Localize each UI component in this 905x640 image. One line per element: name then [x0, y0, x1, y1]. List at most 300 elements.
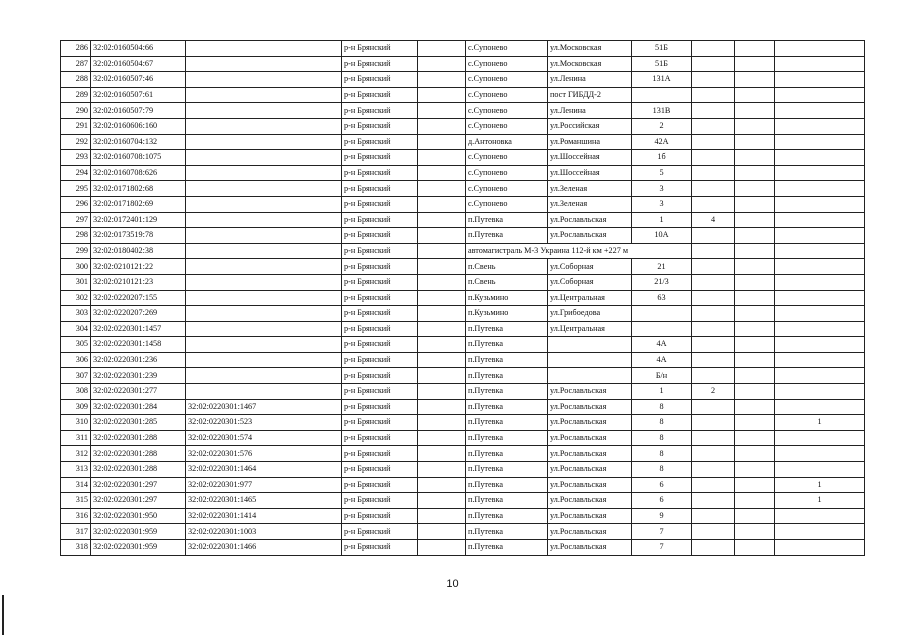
district-cell: р-н Брянский — [342, 321, 418, 337]
street-cell: пост ГИБДД-2 — [548, 87, 632, 103]
table-row — [61, 290, 865, 306]
cadastral-number-cell: 32:02:0160708:1075 — [91, 150, 186, 166]
street-cell: ул.Шоссейная — [548, 150, 632, 166]
district-cell: р-н Брянский — [342, 243, 418, 259]
street-cell: ул.Рославльская — [548, 540, 632, 556]
table-row — [61, 508, 865, 524]
cadastral-number-cell: 32:02:0171802:68 — [91, 181, 186, 197]
row-number-cell: 304 — [61, 321, 91, 337]
house-number-cell: 10А — [632, 228, 692, 244]
district-cell: р-н Брянский — [342, 290, 418, 306]
unit-cell — [735, 446, 775, 462]
row-number-cell: 295 — [61, 181, 91, 197]
flag-cell — [775, 384, 865, 400]
building-cell — [692, 540, 735, 556]
flag-cell — [775, 103, 865, 119]
extra-cell — [418, 103, 466, 119]
table-row — [61, 337, 865, 353]
cadastral-number-cell: 32:02:0220301:1457 — [91, 321, 186, 337]
district-cell: р-н Брянский — [342, 524, 418, 540]
building-cell — [692, 493, 735, 509]
flag-cell — [775, 118, 865, 134]
locality-cell: п.Путевка — [466, 352, 548, 368]
district-cell: р-н Брянский — [342, 446, 418, 462]
district-cell: р-н Брянский — [342, 259, 418, 275]
related-cadastral-number-cell: 32:02:0220301:574 — [186, 430, 342, 446]
building-cell — [692, 274, 735, 290]
row-number-cell: 312 — [61, 446, 91, 462]
house-number-cell: 8 — [632, 430, 692, 446]
related-cadastral-number-cell: 32:02:0220301:1414 — [186, 508, 342, 524]
house-number-cell: Б/н — [632, 368, 692, 384]
district-cell: р-н Брянский — [342, 352, 418, 368]
flag-cell — [775, 462, 865, 478]
cadastral-number-cell: 32:02:0220301:236 — [91, 352, 186, 368]
locality-cell: п.Свень — [466, 274, 548, 290]
unit-cell — [735, 118, 775, 134]
extra-cell — [418, 399, 466, 415]
house-number-cell: 4А — [632, 352, 692, 368]
building-cell — [692, 165, 735, 181]
cadastral-number-cell: 32:02:0160504:66 — [91, 41, 186, 57]
extra-cell — [418, 134, 466, 150]
building-cell — [692, 368, 735, 384]
row-number-cell: 317 — [61, 524, 91, 540]
flag-cell — [775, 290, 865, 306]
related-cadastral-number-cell: 32:02:0220301:1467 — [186, 399, 342, 415]
unit-cell — [735, 72, 775, 88]
register-body — [61, 41, 865, 556]
table-row — [61, 524, 865, 540]
locality-cell: п.Кузьмино — [466, 306, 548, 322]
flag-cell: 1 — [775, 477, 865, 493]
building-cell — [692, 228, 735, 244]
extra-cell — [418, 477, 466, 493]
house-number-cell: 2 — [632, 118, 692, 134]
district-cell: р-н Брянский — [342, 306, 418, 322]
table-row — [61, 165, 865, 181]
table-row — [61, 259, 865, 275]
related-cadastral-number-cell — [186, 103, 342, 119]
extra-cell — [418, 259, 466, 275]
row-number-cell: 300 — [61, 259, 91, 275]
building-cell — [692, 337, 735, 353]
table-row — [61, 150, 865, 166]
row-number-cell: 314 — [61, 477, 91, 493]
district-cell: р-н Брянский — [342, 399, 418, 415]
street-cell: ул.Рославльская — [548, 399, 632, 415]
related-cadastral-number-cell: 32:02:0220301:523 — [186, 415, 342, 431]
locality-cell: п.Свень — [466, 259, 548, 275]
flag-cell — [775, 321, 865, 337]
extra-cell — [418, 72, 466, 88]
locality-cell: п.Путевка — [466, 493, 548, 509]
extra-cell — [418, 118, 466, 134]
house-number-cell: 42А — [632, 134, 692, 150]
locality-cell: с.Супонево — [466, 41, 548, 57]
building-cell — [692, 72, 735, 88]
row-number-cell: 305 — [61, 337, 91, 353]
related-cadastral-number-cell — [186, 368, 342, 384]
row-number-cell: 288 — [61, 72, 91, 88]
extra-cell — [418, 540, 466, 556]
table-row — [61, 72, 865, 88]
house-number-cell: 1 — [632, 384, 692, 400]
related-cadastral-number-cell — [186, 72, 342, 88]
row-number-cell: 307 — [61, 368, 91, 384]
locality-cell: п.Путевка — [466, 384, 548, 400]
building-cell — [692, 306, 735, 322]
flag-cell — [775, 399, 865, 415]
row-number-cell: 313 — [61, 462, 91, 478]
table-row — [61, 540, 865, 556]
street-cell — [548, 368, 632, 384]
related-cadastral-number-cell — [186, 306, 342, 322]
related-cadastral-number-cell — [186, 87, 342, 103]
related-cadastral-number-cell — [186, 384, 342, 400]
street-cell: ул.Зеленая — [548, 196, 632, 212]
extra-cell — [418, 415, 466, 431]
related-cadastral-number-cell — [186, 352, 342, 368]
house-number-cell: 51Б — [632, 56, 692, 72]
locality-cell: п.Путевка — [466, 524, 548, 540]
street-cell: ул.Романшина — [548, 134, 632, 150]
cadastral-number-cell: 32:02:0160507:61 — [91, 87, 186, 103]
unit-cell — [735, 399, 775, 415]
cadastral-number-cell: 32:02:0160507:46 — [91, 72, 186, 88]
house-number-cell: 21/3 — [632, 274, 692, 290]
house-number-cell: 21 — [632, 259, 692, 275]
building-cell — [692, 477, 735, 493]
unit-cell — [735, 337, 775, 353]
locality-cell: п.Путевка — [466, 446, 548, 462]
cadastral-number-cell: 32:02:0220301:950 — [91, 508, 186, 524]
table-row — [61, 274, 865, 290]
street-cell: ул.Шоссейная — [548, 165, 632, 181]
related-cadastral-number-cell: 32:02:0220301:1464 — [186, 462, 342, 478]
locality-cell: с.Супонево — [466, 196, 548, 212]
house-number-cell: 51Б — [632, 41, 692, 57]
flag-cell — [775, 56, 865, 72]
unit-cell — [735, 415, 775, 431]
street-cell: ул.Рославльская — [548, 462, 632, 478]
flag-cell — [775, 228, 865, 244]
extra-cell — [418, 430, 466, 446]
row-number-cell: 315 — [61, 493, 91, 509]
locality-cell: д.Антоновка — [466, 134, 548, 150]
related-cadastral-number-cell — [186, 56, 342, 72]
related-cadastral-number-cell — [186, 243, 342, 259]
locality-cell: с.Супонево — [466, 103, 548, 119]
cadastral-number-cell: 32:02:0220301:959 — [91, 524, 186, 540]
property-register-table — [60, 40, 865, 556]
row-number-cell: 290 — [61, 103, 91, 119]
locality-cell: п.Путевка — [466, 228, 548, 244]
locality-cell: п.Путевка — [466, 430, 548, 446]
locality-cell: с.Супонево — [466, 72, 548, 88]
table-row — [61, 196, 865, 212]
building-cell — [692, 150, 735, 166]
table-row — [61, 477, 865, 493]
row-number-cell: 306 — [61, 352, 91, 368]
row-number-cell: 318 — [61, 540, 91, 556]
district-cell: р-н Брянский — [342, 56, 418, 72]
extra-cell — [418, 352, 466, 368]
building-cell — [692, 352, 735, 368]
row-number-cell: 309 — [61, 399, 91, 415]
row-number-cell: 316 — [61, 508, 91, 524]
house-number-cell: 63 — [632, 290, 692, 306]
cadastral-number-cell: 32:02:0220207:155 — [91, 290, 186, 306]
row-number-cell: 310 — [61, 415, 91, 431]
row-number-cell: 297 — [61, 212, 91, 228]
district-cell: р-н Брянский — [342, 430, 418, 446]
district-cell: р-н Брянский — [342, 118, 418, 134]
house-number-cell — [632, 306, 692, 322]
street-cell: ул.Соборная — [548, 259, 632, 275]
flag-cell — [775, 165, 865, 181]
related-cadastral-number-cell — [186, 290, 342, 306]
street-cell: ул.Центральная — [548, 321, 632, 337]
house-number-cell: 7 — [632, 540, 692, 556]
building-cell — [692, 56, 735, 72]
locality-cell: с.Супонево — [466, 118, 548, 134]
building-cell — [692, 134, 735, 150]
extra-cell — [418, 493, 466, 509]
flag-cell — [775, 508, 865, 524]
district-cell: р-н Брянский — [342, 134, 418, 150]
district-cell: р-н Брянский — [342, 508, 418, 524]
house-number-cell: 8 — [632, 399, 692, 415]
district-cell: р-н Брянский — [342, 274, 418, 290]
row-number-cell: 298 — [61, 228, 91, 244]
related-cadastral-number-cell: 32:02:0220301:576 — [186, 446, 342, 462]
cadastral-number-cell: 32:02:0220301:288 — [91, 462, 186, 478]
street-cell: ул.Рославльская — [548, 384, 632, 400]
unit-cell — [735, 274, 775, 290]
locality-cell: п.Путевка — [466, 212, 548, 228]
house-number-cell: 131В — [632, 103, 692, 119]
unit-cell — [735, 290, 775, 306]
table-row — [61, 415, 865, 431]
house-number-cell: 3 — [632, 181, 692, 197]
locality-cell: с.Супонево — [466, 181, 548, 197]
street-cell: ул.Центральная — [548, 290, 632, 306]
unit-cell — [735, 524, 775, 540]
related-cadastral-number-cell — [186, 259, 342, 275]
unit-cell — [735, 368, 775, 384]
unit-cell — [735, 134, 775, 150]
cadastral-number-cell: 32:02:0220301:284 — [91, 399, 186, 415]
extra-cell — [418, 306, 466, 322]
house-number-cell: 6 — [632, 477, 692, 493]
locality-cell: с.Супонево — [466, 56, 548, 72]
house-number-cell: 131А — [632, 72, 692, 88]
extra-cell — [418, 41, 466, 57]
scan-edge-mark — [2, 595, 4, 635]
flag-cell: 1 — [775, 415, 865, 431]
unit-cell — [735, 212, 775, 228]
row-number-cell: 302 — [61, 290, 91, 306]
extra-cell — [418, 150, 466, 166]
related-cadastral-number-cell — [186, 337, 342, 353]
related-cadastral-number-cell — [186, 150, 342, 166]
building-cell — [692, 524, 735, 540]
district-cell: р-н Брянский — [342, 384, 418, 400]
district-cell: р-н Брянский — [342, 103, 418, 119]
unit-cell — [735, 228, 775, 244]
building-cell — [692, 196, 735, 212]
table-row — [61, 384, 865, 400]
flag-cell — [775, 72, 865, 88]
flag-cell — [775, 150, 865, 166]
row-number-cell: 287 — [61, 56, 91, 72]
flag-cell — [775, 41, 865, 57]
unit-cell — [735, 165, 775, 181]
house-number-cell: 8 — [632, 462, 692, 478]
building-cell — [692, 462, 735, 478]
table-row — [61, 228, 865, 244]
street-cell: ул.Рославльская — [548, 508, 632, 524]
flag-cell: 1 — [775, 493, 865, 509]
district-cell: р-н Брянский — [342, 228, 418, 244]
building-cell — [692, 103, 735, 119]
locality-cell: п.Путевка — [466, 508, 548, 524]
table-row — [61, 118, 865, 134]
unit-cell — [735, 243, 775, 259]
unit-cell — [735, 150, 775, 166]
related-cadastral-number-cell — [186, 181, 342, 197]
street-cell: ул.Московская — [548, 41, 632, 57]
table-row — [61, 134, 865, 150]
extra-cell — [418, 181, 466, 197]
building-cell — [692, 41, 735, 57]
related-cadastral-number-cell — [186, 212, 342, 228]
table-row — [61, 352, 865, 368]
street-cell: ул.Российская — [548, 118, 632, 134]
row-number-cell: 301 — [61, 274, 91, 290]
related-cadastral-number-cell: 32:02:0220301:1465 — [186, 493, 342, 509]
building-cell — [692, 118, 735, 134]
flag-cell — [775, 306, 865, 322]
table-row — [61, 243, 865, 259]
extra-cell — [418, 87, 466, 103]
house-number-cell: 1 — [632, 212, 692, 228]
street-cell: ул.Рославльская — [548, 524, 632, 540]
page-number: 10 — [446, 578, 459, 590]
street-cell: ул.Рославльская — [548, 493, 632, 509]
extra-cell — [418, 290, 466, 306]
district-cell: р-н Брянский — [342, 165, 418, 181]
district-cell: р-н Брянский — [342, 72, 418, 88]
street-cell: ул.Рославльская — [548, 446, 632, 462]
locality-cell: п.Кузьмино — [466, 290, 548, 306]
row-number-cell: 308 — [61, 384, 91, 400]
table-row — [61, 399, 865, 415]
extra-cell — [418, 165, 466, 181]
related-cadastral-number-cell — [186, 41, 342, 57]
extra-cell — [418, 524, 466, 540]
cadastral-number-cell: 32:02:0220301:297 — [91, 477, 186, 493]
flag-cell — [775, 259, 865, 275]
building-cell — [692, 181, 735, 197]
locality-cell: п.Путевка — [466, 540, 548, 556]
table-row — [61, 446, 865, 462]
locality-cell: с.Супонево — [466, 87, 548, 103]
related-cadastral-number-cell: 32:02:0220301:1003 — [186, 524, 342, 540]
district-cell: р-н Брянский — [342, 493, 418, 509]
flag-cell — [775, 134, 865, 150]
house-number-cell: 5 — [632, 165, 692, 181]
flag-cell — [775, 243, 865, 259]
unit-cell — [735, 103, 775, 119]
street-cell: ул.Рославльская — [548, 415, 632, 431]
table-row — [61, 306, 865, 322]
related-cadastral-number-cell — [186, 165, 342, 181]
cadastral-number-cell: 32:02:0220301:959 — [91, 540, 186, 556]
locality-cell: п.Путевка — [466, 462, 548, 478]
district-cell: р-н Брянский — [342, 540, 418, 556]
flag-cell — [775, 352, 865, 368]
district-cell: р-н Брянский — [342, 462, 418, 478]
flag-cell — [775, 196, 865, 212]
flag-cell — [775, 540, 865, 556]
flag-cell — [775, 87, 865, 103]
cadastral-number-cell: 32:02:0220301:1458 — [91, 337, 186, 353]
cadastral-number-cell: 32:02:0210121:23 — [91, 274, 186, 290]
locality-cell: п.Путевка — [466, 477, 548, 493]
cadastral-number-cell: 32:02:0220301:277 — [91, 384, 186, 400]
locality-cell: п.Путевка — [466, 321, 548, 337]
district-cell: р-н Брянский — [342, 368, 418, 384]
extra-cell — [418, 337, 466, 353]
cadastral-number-cell: 32:02:0172401:129 — [91, 212, 186, 228]
building-cell — [692, 446, 735, 462]
building-cell — [692, 430, 735, 446]
table-row — [61, 41, 865, 57]
extra-cell — [418, 368, 466, 384]
cadastral-number-cell: 32:02:0220301:297 — [91, 493, 186, 509]
locality-cell: п.Путевка — [466, 368, 548, 384]
locality-cell: автомагистраль М-3 Украина 112-й км +227 м — [466, 243, 692, 259]
related-cadastral-number-cell — [186, 196, 342, 212]
locality-cell: с.Супонево — [466, 150, 548, 166]
row-number-cell: 294 — [61, 165, 91, 181]
unit-cell — [735, 540, 775, 556]
table-row — [61, 462, 865, 478]
unit-cell — [735, 477, 775, 493]
unit-cell — [735, 87, 775, 103]
building-cell — [692, 415, 735, 431]
street-cell: ул.Ленина — [548, 72, 632, 88]
house-number-cell: 8 — [632, 446, 692, 462]
unit-cell — [735, 493, 775, 509]
building-cell — [692, 399, 735, 415]
extra-cell — [418, 56, 466, 72]
street-cell — [548, 337, 632, 353]
related-cadastral-number-cell — [186, 228, 342, 244]
table-row — [61, 87, 865, 103]
unit-cell — [735, 181, 775, 197]
extra-cell — [418, 508, 466, 524]
table-row — [61, 430, 865, 446]
table-row — [61, 212, 865, 228]
house-number-cell: 9 — [632, 508, 692, 524]
district-cell: р-н Брянский — [342, 150, 418, 166]
cadastral-number-cell: 32:02:0173519:78 — [91, 228, 186, 244]
related-cadastral-number-cell: 32:02:0220301:977 — [186, 477, 342, 493]
unit-cell — [735, 384, 775, 400]
